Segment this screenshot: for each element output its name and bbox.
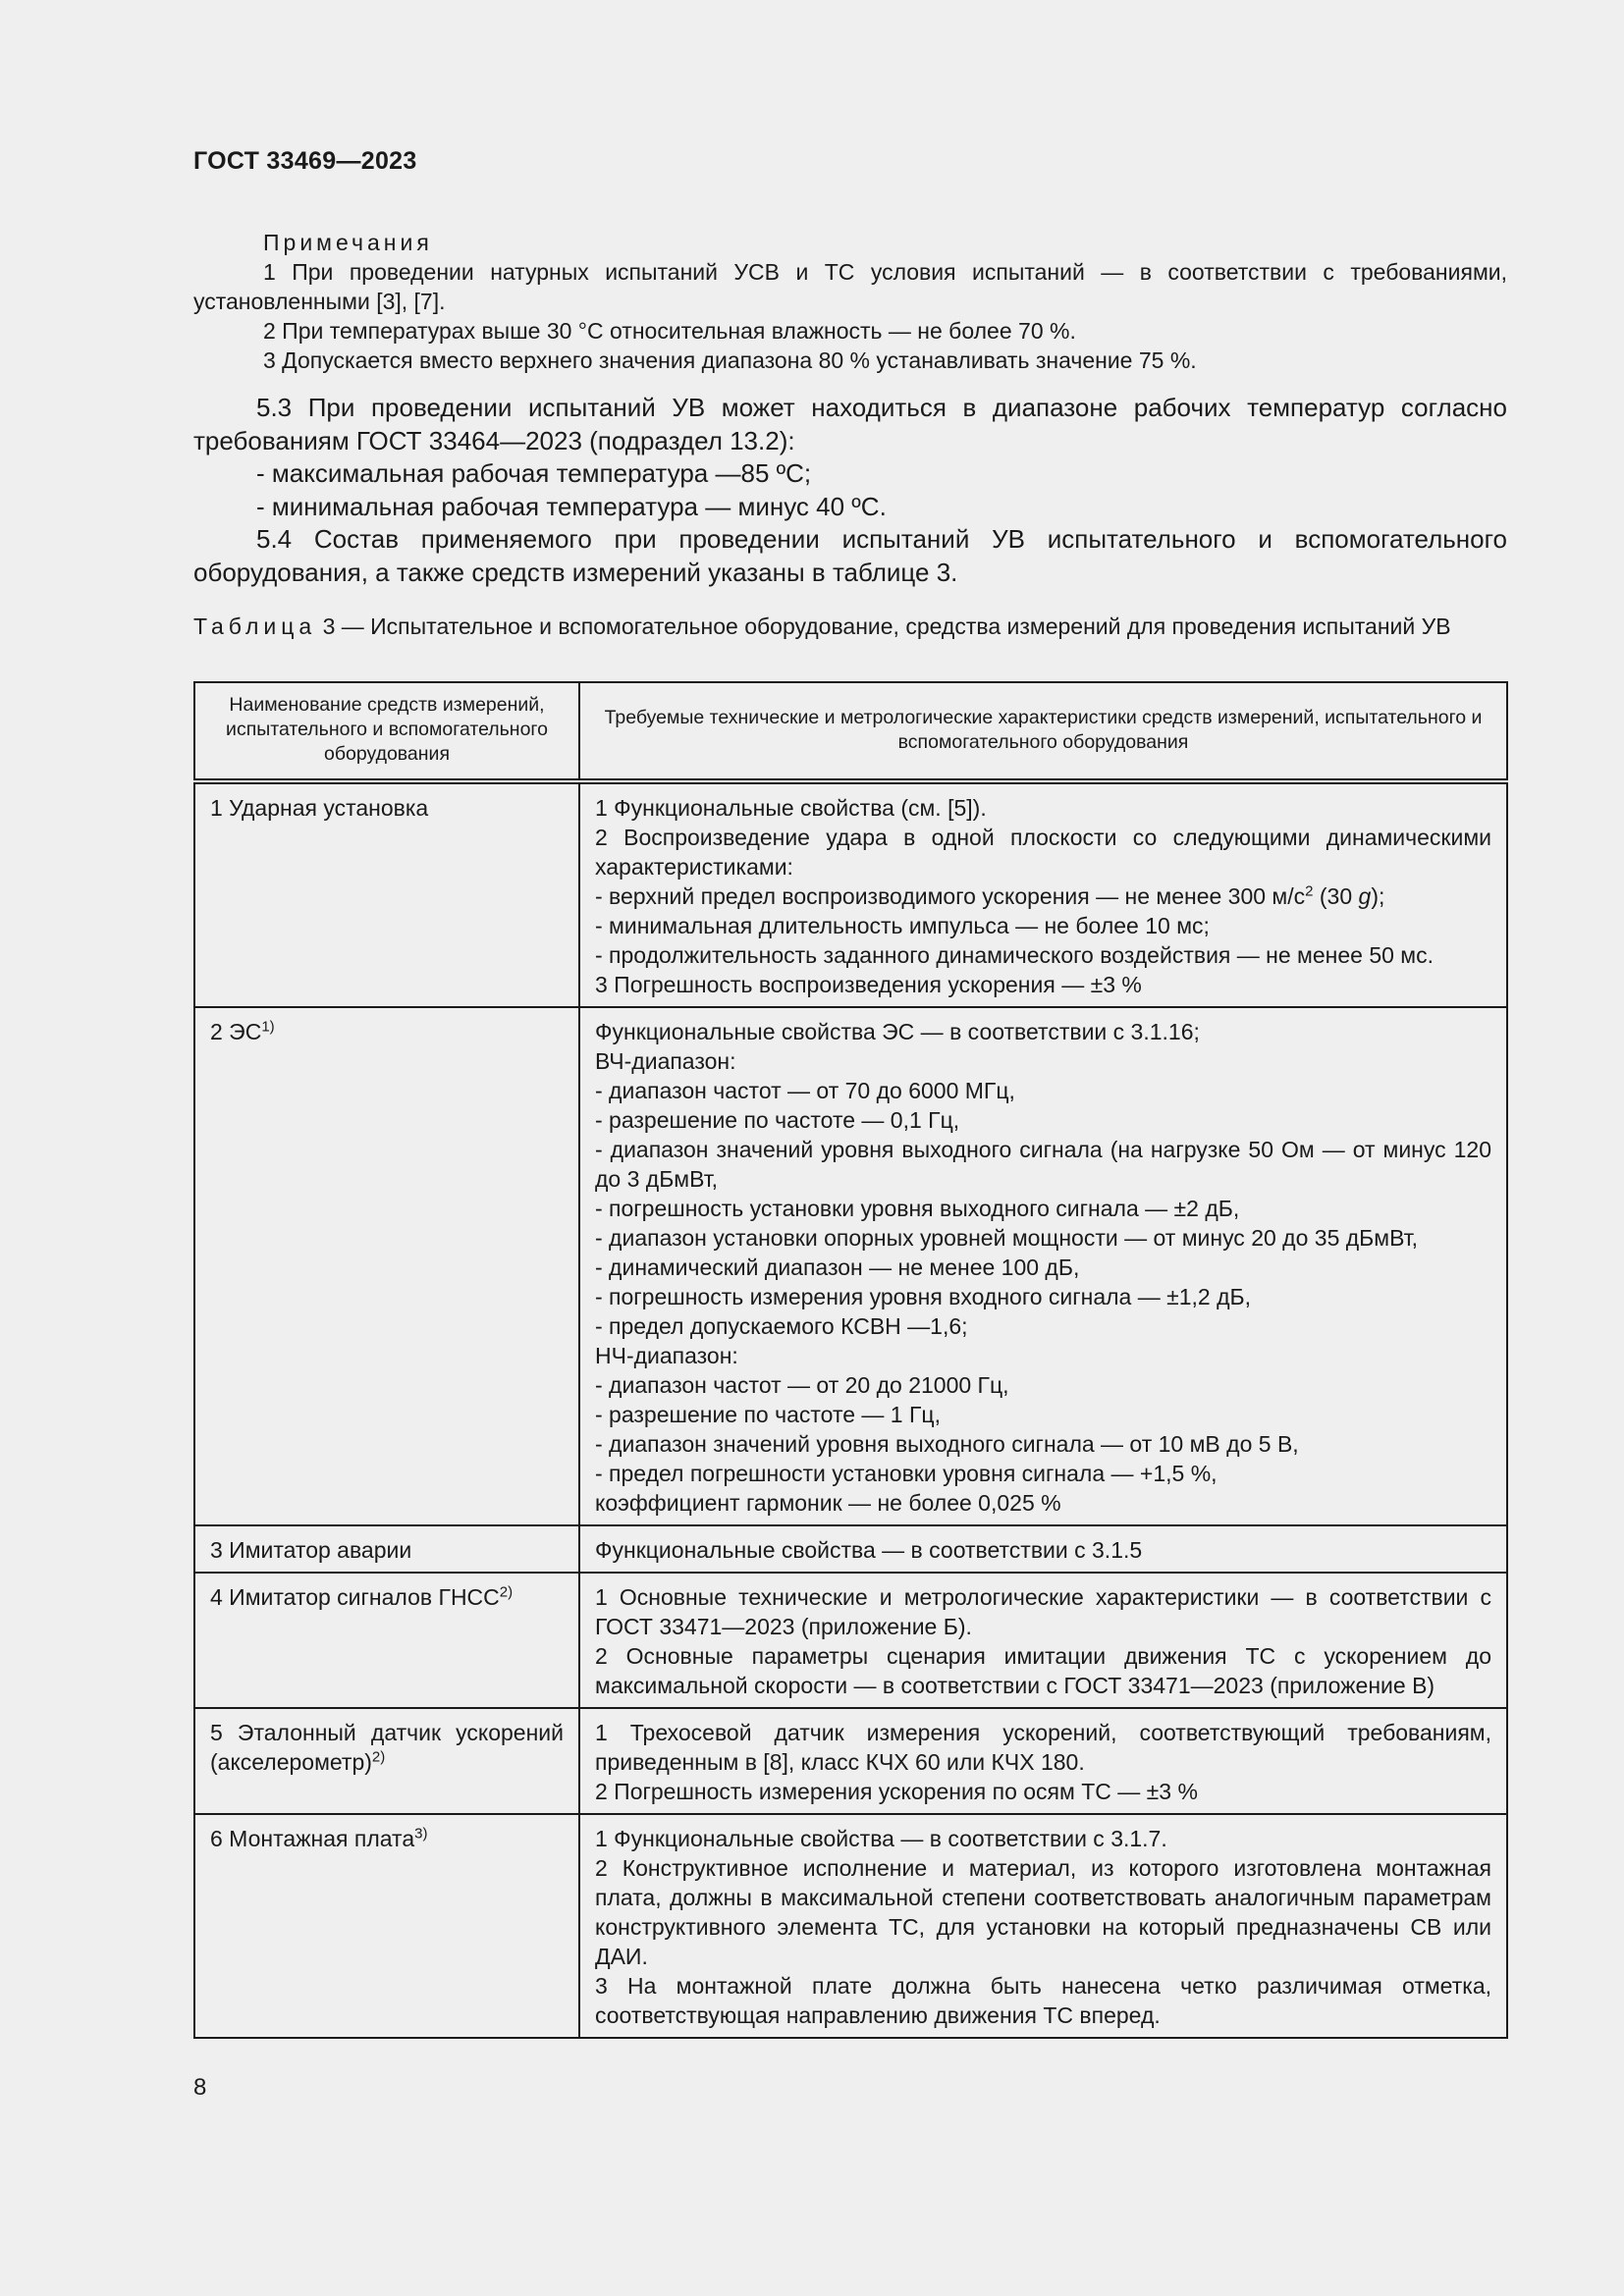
row-line: 2 Основные параметры сценария имитации движения ТС с ускорением до максимальной скорости — в соответствии с ГОСТ 33471—2023 (приложение В) (595, 1643, 1491, 1698)
footnote-marker: 1) (261, 1018, 275, 1036)
table-row (194, 1573, 1507, 1708)
row-line: коэффициент гармоник — не более 0,025 % (595, 1490, 1061, 1516)
note-item: 3 Допускается вместо верхнего значения диапазона 80 % устанавливать значение 75 %. (263, 347, 1197, 373)
table-cell-name (194, 1814, 579, 2038)
row-line-accel (595, 881, 1491, 911)
row-line: 1 Функциональные свойства — в соответствии с 3.1.7. (595, 1826, 1167, 1851)
table-caption-text: 3 — Испытательное и вспомогательное оборудование, средства измерений для проведения испытаний УВ (316, 614, 1451, 639)
row-line-accel-tail: (30 (1313, 883, 1359, 909)
row-line: - погрешность установки уровня выходного сигнала — ±2 дБ, (595, 1196, 1240, 1221)
table-cell-characteristics (579, 1525, 1507, 1573)
row-line: ВЧ-диапазон: (595, 1048, 736, 1074)
paragraph-5-3: 5.3 При проведении испытаний УВ может находиться в диапазоне рабочих температур согласно требованиям ГОСТ 33464—2023 (подраздел 13.2): (193, 393, 1507, 455)
table-row (194, 1814, 1507, 2038)
list-item-min-temp: - минимальная рабочая температура — минус 40 ºС. (256, 491, 887, 521)
row-name: 5 Эталонный датчик ускорений (акселерометр) (210, 1720, 564, 1775)
row-line-accel-g: g (1358, 883, 1372, 909)
page-number: 8 (193, 2074, 207, 2101)
row-line: 1 Функциональные свойства (см. [5]). (595, 795, 987, 821)
row-line: - погрешность измерения уровня входного сигнала — ±1,2 дБ, (595, 1284, 1252, 1309)
row-line: - разрешение по частоте — 1 Гц, (595, 1402, 941, 1427)
row-line: - диапазон установки опорных уровней мощности — от минус 20 до 35 дБмВт, (595, 1225, 1419, 1251)
row-line: - продолжительность заданного динамического воздействия — не менее 50 мс. (595, 942, 1434, 968)
footnote-marker: 2) (499, 1583, 514, 1601)
table-cell-characteristics (579, 781, 1507, 1007)
row-line: 2 Конструктивное исполнение и материал, из которого изготовлена монтажная плата, должны в максимальной степени соответствовать аналогичным параметрам конструктивного элемента ТС, для установки на который предназначены СВ или ДАИ. (595, 1855, 1491, 1969)
note-item: 2 При температурах выше 30 °С относительная влажность — не более 70 %. (263, 318, 1076, 344)
row-line: - предел погрешности установки уровня сигнала — +1,5 %, (595, 1461, 1218, 1486)
row-line: 3 На монтажной плате должна быть нанесена четко различимая отметка, соответствующая направлению движения ТС вперед. (595, 1973, 1491, 2028)
table-cell-characteristics (579, 1708, 1507, 1814)
row-line: - диапазон значений уровня выходного сигнала (на нагрузке 50 Ом — от минус 120 до 3 дБмВт, (595, 1137, 1491, 1192)
table-cell-characteristics (579, 1007, 1507, 1525)
table-caption (193, 612, 1507, 641)
table-header-characteristics: Требуемые технические и метрологические характеристики средств измерений, испытательного и вспомогательного оборудования (579, 682, 1507, 781)
row-name: 6 Монтажная плата (210, 1826, 415, 1851)
table-row (194, 1525, 1507, 1573)
row-line: - динамический диапазон — не менее 100 дБ, (595, 1255, 1080, 1280)
row-line: Функциональные свойства ЭС — в соответствии с 3.1.16; (595, 1019, 1200, 1044)
row-line: 2 Погрешность измерения ускорения по осям ТС — ±3 % (595, 1779, 1198, 1804)
note-item: 1 При проведении натурных испытаний УСВ и ТС условия испытаний — в соответствии с требованиями, установленными [3], [7]. (193, 259, 1507, 314)
row-line: 1 Основные технические и метрологические характеристики — в соответствии с ГОСТ 33471—2023 (приложение Б). (595, 1584, 1491, 1639)
notes-title: Примечания (263, 230, 433, 255)
table-cell-name (194, 1525, 579, 1573)
body-text (193, 392, 1507, 589)
row-line: - предел допускаемого КСВН —1,6; (595, 1313, 968, 1339)
row-line: - минимальная длительность импульса — не более 10 мс; (595, 913, 1210, 938)
row-name: 2 ЭС (210, 1019, 262, 1044)
row-line: - диапазон значений уровня выходного сигнала — от 10 мВ до 5 В, (595, 1431, 1299, 1457)
table-cell-name (194, 1573, 579, 1708)
row-name: 1 Ударная установка (210, 795, 429, 821)
table-cell-name (194, 1708, 579, 1814)
table-cell-characteristics (579, 1814, 1507, 2038)
row-name: 4 Имитатор сигналов ГНСС (210, 1584, 500, 1610)
row-line: - разрешение по частоте — 0,1 Гц, (595, 1107, 960, 1133)
notes-block (193, 228, 1507, 375)
table-cell-name (194, 781, 579, 1007)
row-line: 1 Трехосевой датчик измерения ускорений, соответствующий требованиям, приведенным в [8], класс КЧХ 60 или КЧХ 180. (595, 1720, 1491, 1775)
row-line: - диапазон частот — от 70 до 6000 МГц, (595, 1078, 1015, 1103)
row-line: 3 Погрешность воспроизведения ускорения — ±3 % (595, 972, 1142, 997)
table-header-name: Наименование средств измерений, испытательного и вспомогательного оборудования (194, 682, 579, 781)
row-line: - диапазон частот — от 20 до 21000 Гц, (595, 1372, 1009, 1398)
row-line: 2 Воспроизведение удара в одной плоскости со следующими динамическими характеристиками: (595, 825, 1491, 880)
row-line-accel-text: - верхний предел воспроизводимого ускорения — не менее 300 м/с (595, 883, 1306, 909)
equipment-table (193, 681, 1508, 2039)
paragraph-5-4: 5.4 Состав применяемого при проведении испытаний УВ испытательного и вспомогательного оборудования, а также средств измерений указаны в таблице 3. (193, 524, 1507, 587)
table-row (194, 1708, 1507, 1814)
table-header-row (194, 682, 1507, 781)
row-line: Функциональные свойства — в соответствии с 3.1.5 (595, 1537, 1143, 1563)
table-cell-name (194, 1007, 579, 1525)
document-header: ГОСТ 33469—2023 (193, 147, 417, 175)
row-line-accel-end: ); (1371, 883, 1385, 909)
table-row (194, 781, 1507, 1007)
footnote-marker: 2) (371, 1748, 386, 1766)
row-line: НЧ-диапазон: (595, 1343, 738, 1368)
table-cell-characteristics (579, 1573, 1507, 1708)
table-caption-label: Таблица (193, 614, 317, 639)
row-name: 3 Имитатор аварии (210, 1537, 412, 1563)
footnote-marker: 3) (414, 1825, 428, 1842)
superscript: 2 (1305, 882, 1314, 900)
table-row (194, 1007, 1507, 1525)
list-item-max-temp: - максимальная рабочая температура —85 ºС; (256, 458, 812, 488)
